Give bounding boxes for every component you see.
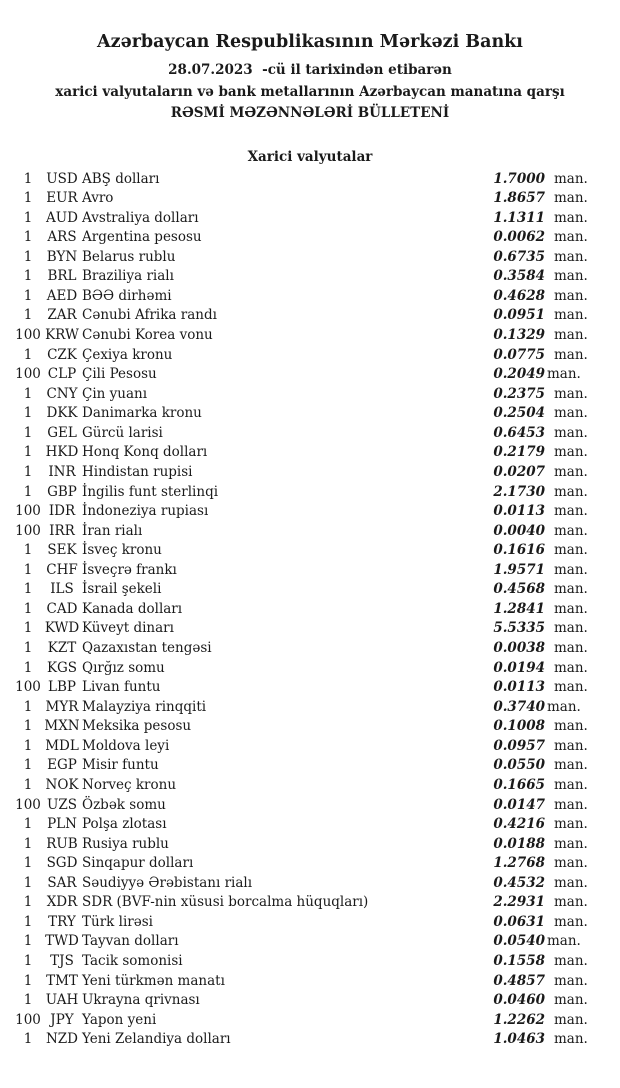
currency-quantity: 1 xyxy=(23,600,33,617)
currency-quantity: 1 xyxy=(23,933,33,950)
currency-name: Honq Konq dolları xyxy=(82,444,208,461)
currency-row xyxy=(0,913,620,933)
currency-code: CZK xyxy=(47,346,77,363)
rate-value: 0.4216 xyxy=(493,816,545,833)
currency-quantity: 1 xyxy=(23,542,33,559)
currency-quantity: 1 xyxy=(23,1031,33,1048)
currency-row xyxy=(0,463,620,483)
currency-name: Danimarka kronu xyxy=(82,405,202,422)
currency-row xyxy=(0,717,620,737)
currency-row xyxy=(0,796,620,816)
rate-value: 1.1311 xyxy=(493,209,545,226)
currency-row xyxy=(0,815,620,835)
rate-value: 5.5335 xyxy=(493,620,545,637)
rate-value: 0.1329 xyxy=(493,327,545,343)
currency-code: JPY xyxy=(50,1011,74,1028)
currency-row xyxy=(0,991,620,1011)
currency-quantity: 1 xyxy=(23,835,33,852)
currency-code: AUD xyxy=(46,209,78,226)
currency-name: Polşa zlotası xyxy=(82,816,167,833)
currency-quantity: 1 xyxy=(23,640,33,656)
currency-name: Moldova leyi xyxy=(82,737,170,754)
currency-code: KWD xyxy=(44,620,80,637)
currency-name: Çili Pesosu xyxy=(82,366,157,383)
rate-value: 0.0038 xyxy=(493,640,545,656)
currency-name: ABŞ dolları xyxy=(82,170,160,187)
currency-name: Braziliya rialı xyxy=(82,268,174,285)
unit-label: man. xyxy=(554,405,588,422)
unit-label: man. xyxy=(554,307,588,324)
currency-row xyxy=(0,365,620,385)
currency-row xyxy=(0,659,620,679)
currency-name: Qazaxıstan tengəsi xyxy=(82,640,212,656)
currency-row xyxy=(0,619,620,639)
currency-code: IRR xyxy=(49,522,75,539)
unit-label: man. xyxy=(554,561,588,578)
currency-code: KGS xyxy=(46,659,78,676)
currency-code: USD xyxy=(46,170,78,187)
unit-label: man. xyxy=(554,327,588,343)
rate-value: 0.0540 xyxy=(493,933,545,950)
currency-name: Çexiya kronu xyxy=(82,346,173,363)
currency-code: UZS xyxy=(46,796,77,813)
currency-name: Rusiya rublu xyxy=(82,835,169,852)
currency-name: SDR (BVF-nin xüsusi borcalma hüquqları) xyxy=(82,894,369,911)
currency-name: Küveyt dinarı xyxy=(82,620,174,637)
unit-label: man. xyxy=(554,385,588,402)
currency-name: İran rialı xyxy=(82,522,143,539)
currency-quantity: 1 xyxy=(23,346,33,363)
currency-row xyxy=(0,346,620,366)
currency-quantity: 1 xyxy=(23,718,33,735)
currency-code: PLN xyxy=(47,816,77,833)
currency-code: TWD xyxy=(45,933,79,950)
unit-label: man. xyxy=(554,620,588,637)
currency-name: İsveç kronu xyxy=(82,542,162,559)
currency-row xyxy=(0,248,620,268)
currency-code: MXN xyxy=(44,718,80,735)
currency-row xyxy=(0,952,620,972)
currency-quantity: 1 xyxy=(23,561,33,578)
rate-value: 0.0113 xyxy=(493,679,545,696)
unit-label: man. xyxy=(554,209,588,226)
currency-quantity: 1 xyxy=(23,424,33,441)
bulletin-title: RƏSMİ MƏZƏNNƏLƏRİ BÜLLETENİ xyxy=(170,105,450,121)
unit-label: man. xyxy=(554,600,588,617)
unit-label: man. xyxy=(554,835,588,852)
currency-code: NOK xyxy=(45,776,79,793)
currency-row xyxy=(0,678,620,698)
rate-value: 0.0631 xyxy=(493,913,545,930)
currency-name: Hindistan rupisi xyxy=(82,463,193,480)
rate-value: 1.2841 xyxy=(493,600,545,617)
unit-label: man. xyxy=(554,894,588,911)
currency-row xyxy=(0,189,620,209)
rate-value: 0.2375 xyxy=(493,385,545,402)
currency-row xyxy=(0,522,620,542)
rate-value: 2.2931 xyxy=(493,894,545,911)
currency-row xyxy=(0,385,620,405)
currency-name: Ukrayna qrivnası xyxy=(82,992,200,1009)
currency-name: İsrail şekeli xyxy=(82,581,162,598)
currency-row xyxy=(0,443,620,463)
currency-row xyxy=(0,756,620,776)
currency-quantity: 1 xyxy=(23,855,33,872)
rate-value: 0.0188 xyxy=(493,835,545,852)
currency-row xyxy=(0,170,620,190)
unit-label: man. xyxy=(554,190,588,207)
unit-label: man. xyxy=(554,444,588,461)
currency-row xyxy=(0,893,620,913)
currency-code: RUB xyxy=(46,835,78,852)
unit-label: man. xyxy=(554,874,588,891)
unit-label: man. xyxy=(547,698,581,715)
currency-row xyxy=(0,972,620,992)
rate-value: 0.0951 xyxy=(493,307,545,324)
unit-label: man. xyxy=(554,776,588,793)
unit-label: man. xyxy=(554,424,588,441)
currency-quantity: 100 xyxy=(15,327,41,343)
currency-quantity: 1 xyxy=(23,209,33,226)
currency-name: İndoneziya rupiası xyxy=(82,503,209,520)
rate-value: 0.3584 xyxy=(493,268,545,285)
currency-quantity: 1 xyxy=(23,248,33,265)
currency-quantity: 1 xyxy=(23,268,33,285)
unit-label: man. xyxy=(554,1011,588,1028)
currency-quantity: 1 xyxy=(23,307,33,324)
currency-row xyxy=(0,424,620,444)
unit-label: man. xyxy=(554,816,588,833)
rate-value: 0.4568 xyxy=(493,581,545,598)
unit-label: man. xyxy=(554,953,588,969)
currency-name: Özbək somu xyxy=(82,796,166,813)
currency-quantity: 1 xyxy=(23,170,33,187)
currency-name: Səudiyyə Ərəbistanı rialı xyxy=(82,874,253,891)
currency-code: KZT xyxy=(47,640,77,656)
unit-label: man. xyxy=(554,913,588,930)
currency-quantity: 100 xyxy=(15,503,41,520)
rate-value: 1.2768 xyxy=(493,855,545,872)
currency-name: Yeni Zelandiya dolları xyxy=(82,1031,231,1048)
unit-label: man. xyxy=(554,1031,588,1048)
currency-code: ZAR xyxy=(47,307,77,324)
currency-name: Gürcü larisi xyxy=(82,424,163,441)
currency-name: Avro xyxy=(82,190,114,207)
currency-row xyxy=(0,228,620,248)
currency-row xyxy=(0,932,620,952)
currency-name: Yeni türkmən manatı xyxy=(82,972,225,989)
currency-name: Avstraliya dolları xyxy=(82,209,199,226)
currency-code: BYN xyxy=(46,248,78,265)
currency-quantity: 1 xyxy=(23,992,33,1009)
rate-value: 0.3740 xyxy=(493,698,545,715)
currency-name: Yapon yeni xyxy=(82,1011,157,1028)
currency-quantity: 1 xyxy=(23,972,33,989)
unit-label: man. xyxy=(554,718,588,735)
currency-code: MDL xyxy=(45,737,79,754)
rate-value: 0.1665 xyxy=(493,776,545,793)
currency-row xyxy=(0,1011,620,1031)
currency-name: Qırğız somu xyxy=(82,659,165,676)
currency-row xyxy=(0,502,620,522)
currency-code: GEL xyxy=(47,424,77,441)
currency-name: Misir funtu xyxy=(82,757,159,774)
bank-title: Azərbaycan Respublikasının Mərkəzi Bankı xyxy=(97,32,523,52)
currency-row xyxy=(0,580,620,600)
currency-code: DKK xyxy=(46,405,78,422)
currency-code: SGD xyxy=(46,855,78,872)
currency-name: Malayziya rinqqiti xyxy=(82,698,207,715)
unit-label: man. xyxy=(554,855,588,872)
currency-code: LBP xyxy=(48,679,76,696)
currency-quantity: 1 xyxy=(23,953,33,969)
unit-label: man. xyxy=(554,287,588,304)
currency-code: EGP xyxy=(47,757,77,774)
currency-quantity: 1 xyxy=(23,483,33,500)
currency-name: Argentina pesosu xyxy=(82,229,202,246)
unit-label: man. xyxy=(554,248,588,265)
currency-code: TJS xyxy=(50,953,74,969)
currency-code: XDR xyxy=(46,894,78,911)
currency-name: İsveçrə frankı xyxy=(82,561,177,578)
rate-value: 0.0194 xyxy=(493,659,545,676)
currency-code: IDR xyxy=(48,503,76,520)
currency-code: SAR xyxy=(47,874,77,891)
unit-label: man. xyxy=(554,679,588,696)
currency-code: ARS xyxy=(47,229,77,246)
currency-quantity: 1 xyxy=(23,287,33,304)
currency-row xyxy=(0,698,620,718)
currency-quantity: 100 xyxy=(15,522,41,539)
unit-label: man. xyxy=(554,170,588,187)
rates-table xyxy=(0,170,620,1050)
currency-row xyxy=(0,209,620,229)
subtitle-line: xarici valyutaların və bank metallarının Azərbaycan manatına qarşı xyxy=(55,84,565,100)
rate-value: 1.9571 xyxy=(493,561,545,578)
currency-row xyxy=(0,306,620,326)
rate-value: 0.0460 xyxy=(493,992,545,1009)
unit-label: man. xyxy=(554,659,588,676)
rate-value: 0.0113 xyxy=(493,503,545,520)
rate-value: 0.2049 xyxy=(493,366,545,383)
currency-code: KRW xyxy=(45,327,79,343)
rate-value: 2.1730 xyxy=(493,483,545,500)
currency-quantity: 1 xyxy=(23,659,33,676)
currency-name: Kanada dolları xyxy=(82,600,183,617)
rate-value: 0.4857 xyxy=(493,972,545,989)
currency-quantity: 100 xyxy=(15,796,41,813)
unit-label: man. xyxy=(547,933,581,950)
currency-code: UAH xyxy=(45,992,79,1009)
currency-name: Türk lirəsi xyxy=(82,913,153,930)
unit-label: man. xyxy=(554,581,588,598)
currency-quantity: 1 xyxy=(23,698,33,715)
unit-label: man. xyxy=(554,503,588,520)
currency-quantity: 1 xyxy=(23,229,33,246)
currency-row xyxy=(0,267,620,287)
currency-name: İngilis funt sterlinqi xyxy=(82,483,219,500)
currency-quantity: 1 xyxy=(23,737,33,754)
rate-value: 0.0207 xyxy=(493,463,545,480)
currency-name: Tacik somonisi xyxy=(82,953,183,969)
unit-label: man. xyxy=(554,229,588,246)
rate-value: 0.0775 xyxy=(493,346,545,363)
currency-row xyxy=(0,541,620,561)
currency-name: Çin yuanı xyxy=(82,385,148,402)
currency-code: NZD xyxy=(45,1031,79,1048)
currency-code: EUR xyxy=(46,190,78,207)
rate-value: 0.0550 xyxy=(493,757,545,774)
rate-value: 0.2504 xyxy=(493,405,545,422)
currency-row xyxy=(0,483,620,503)
currency-quantity: 1 xyxy=(23,894,33,911)
currency-quantity: 100 xyxy=(15,1011,41,1028)
rate-value: 0.0147 xyxy=(493,796,545,813)
rate-value: 0.4532 xyxy=(493,874,545,891)
currency-name: Sinqapur dolları xyxy=(82,855,194,872)
rate-value: 0.4628 xyxy=(493,287,545,304)
rate-value: 0.1558 xyxy=(493,953,545,969)
rate-value: 0.1008 xyxy=(493,718,545,735)
currency-row xyxy=(0,874,620,894)
unit-label: man. xyxy=(554,483,588,500)
currency-code: CNY xyxy=(46,385,78,402)
rate-value: 0.2179 xyxy=(493,444,545,461)
currency-row xyxy=(0,776,620,796)
section-title-foreign-currencies: Xarici valyutalar xyxy=(247,149,373,165)
unit-label: man. xyxy=(554,796,588,813)
currency-name: Tayvan dolları xyxy=(82,933,179,950)
unit-label: man. xyxy=(554,972,588,989)
currency-row xyxy=(0,639,620,659)
rate-value: 0.0062 xyxy=(493,229,545,246)
rate-value: 1.7000 xyxy=(493,170,545,187)
unit-label: man. xyxy=(547,366,581,383)
unit-label: man. xyxy=(554,463,588,480)
currency-quantity: 100 xyxy=(15,679,41,696)
unit-label: man. xyxy=(554,346,588,363)
effective-date-line: 28.07.2023 -cü il tarixindən etibarən xyxy=(168,62,452,78)
rate-value: 1.2262 xyxy=(493,1011,545,1028)
unit-label: man. xyxy=(554,542,588,559)
currency-code: CAD xyxy=(46,600,78,617)
unit-label: man. xyxy=(554,737,588,754)
currency-row xyxy=(0,561,620,581)
currency-row xyxy=(0,404,620,424)
currency-quantity: 1 xyxy=(23,757,33,774)
currency-row xyxy=(0,1030,620,1050)
currency-quantity: 1 xyxy=(23,581,33,598)
currency-name: Cənubi Afrika randı xyxy=(82,307,217,324)
currency-name: Cənubi Korea vonu xyxy=(82,327,213,343)
currency-code: GBP xyxy=(47,483,77,500)
unit-label: man. xyxy=(554,268,588,285)
currency-name: Livan funtu xyxy=(82,679,161,696)
currency-name: Meksika pesosu xyxy=(82,718,192,735)
currency-row xyxy=(0,835,620,855)
currency-quantity: 1 xyxy=(23,444,33,461)
rate-value: 1.8657 xyxy=(493,190,545,207)
currency-row xyxy=(0,600,620,620)
currency-name: Norveç kronu xyxy=(82,776,177,793)
currency-quantity: 1 xyxy=(23,405,33,422)
currency-quantity: 1 xyxy=(23,620,33,637)
currency-quantity: 1 xyxy=(23,874,33,891)
currency-code: TRY xyxy=(48,913,76,930)
currency-row xyxy=(0,854,620,874)
currency-code: MYR xyxy=(45,698,79,715)
currency-quantity: 100 xyxy=(15,366,41,383)
currency-code: HKD xyxy=(45,444,79,461)
currency-quantity: 1 xyxy=(23,776,33,793)
currency-quantity: 1 xyxy=(23,816,33,833)
currency-code: ILS xyxy=(50,581,74,598)
rate-value: 0.6735 xyxy=(493,248,545,265)
currency-code: BRL xyxy=(47,268,77,285)
currency-code: CHF xyxy=(46,561,78,578)
currency-name: Belarus rublu xyxy=(82,248,176,265)
unit-label: man. xyxy=(554,992,588,1009)
currency-quantity: 1 xyxy=(23,190,33,207)
currency-row xyxy=(0,326,620,346)
rate-value: 1.0463 xyxy=(493,1031,545,1048)
currency-name: BƏƏ dirhəmi xyxy=(82,287,172,304)
currency-quantity: 1 xyxy=(23,913,33,930)
currency-code: TMT xyxy=(46,972,78,989)
currency-quantity: 1 xyxy=(23,385,33,402)
unit-label: man. xyxy=(554,757,588,774)
rate-value: 0.0957 xyxy=(493,737,545,754)
currency-code: CLP xyxy=(47,366,77,383)
currency-row xyxy=(0,737,620,757)
currency-code: SEK xyxy=(47,542,77,559)
unit-label: man. xyxy=(554,522,588,539)
currency-row xyxy=(0,287,620,307)
unit-label: man. xyxy=(554,640,588,656)
currency-quantity: 1 xyxy=(23,463,33,480)
currency-code: AED xyxy=(46,287,78,304)
currency-code: INR xyxy=(48,463,76,480)
rate-value: 0.6453 xyxy=(493,424,545,441)
rate-value: 0.1616 xyxy=(493,542,545,559)
rate-value: 0.0040 xyxy=(493,522,545,539)
